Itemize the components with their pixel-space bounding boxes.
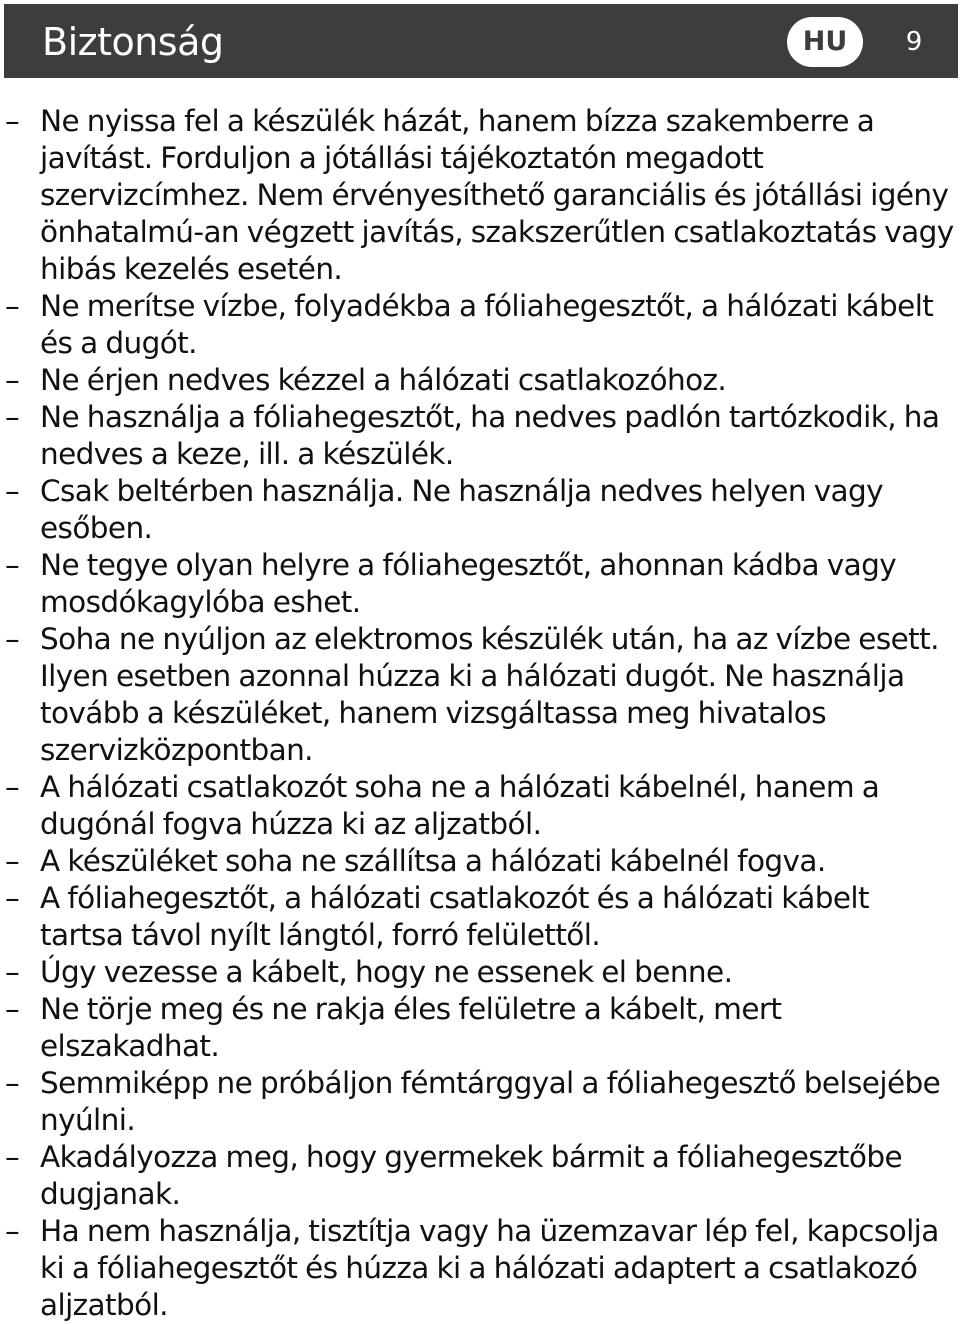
list-dash: –	[5, 992, 20, 1026]
list-item-text: Ne nyissa fel a készülék házát, hanem bízza szakemberre a javítást. Forduljon a jótállási tájékoztatón megadott szervizcímhez. Nem érvényesíthető garanciális és jótállási igény önhatalmú-an végzett javítás, szakszerűtlen csatlakoztatás vagy hibás kezelés esetén.	[40, 104, 954, 286]
list-item-text: Ne tegye olyan helyre a fóliahegesztőt, ahonnan kádba vagy mosdókagylóba eshet.	[40, 548, 897, 619]
list-item	[0, 1139, 960, 1213]
list-dash: –	[5, 622, 20, 656]
list-item-text: Akadályozza meg, hogy gyermekek bármit a fóliahegesztőbe dugjanak.	[40, 1140, 903, 1211]
list-item-text: Csak beltérben használja. Ne használja nedves helyen vagy esőben.	[40, 474, 884, 545]
page-number: 9	[905, 27, 923, 57]
list-item	[0, 1213, 960, 1324]
list-dash: –	[5, 400, 20, 434]
list-item	[0, 1065, 960, 1139]
list-item-text: Ne használja a fóliahegesztőt, ha nedves padlón tartózkodik, ha nedves a keze, ill. a készülék.	[40, 400, 940, 471]
list-item	[0, 954, 960, 991]
list-dash: –	[5, 1140, 20, 1174]
list-dash: –	[5, 955, 20, 989]
page-title: Biztonság	[42, 20, 224, 64]
list-item	[0, 843, 960, 880]
list-item-text: Ne törje meg és ne rakja éles felületre a kábelt, mert elszakadhat.	[40, 992, 782, 1063]
list-dash: –	[5, 363, 20, 397]
list-dash: –	[5, 548, 20, 582]
list-dash: –	[5, 474, 20, 508]
list-item-text: Ne merítse vízbe, folyadékba a fóliahegesztőt, a hálózati kábelt és a dugót.	[40, 289, 934, 360]
list-item-text: Soha ne nyúljon az elektromos készülék után, ha az vízbe esett. Ilyen esetben azonnal húzza ki a hálózati dugót. Ne használja tovább a készüléket, hanem vizsgáltassa meg hivatalos szervizközpontban.	[40, 622, 939, 767]
list-item-text: Ne érjen nedves kézzel a hálózati csatlakozóhoz.	[40, 363, 727, 397]
list-item	[0, 399, 960, 473]
list-item-text: Semmiképp ne próbáljon fémtárggyal a fóliahegesztő belsejébe nyúlni.	[40, 1066, 941, 1137]
list-item	[0, 769, 960, 843]
list-dash: –	[5, 881, 20, 915]
list-item-text: Ha nem használja, tisztítja vagy ha üzemzavar lép fel, kapcsolja ki a fóliahegesztőt és húzza ki a hálózati adaptert a csatlakozó aljzatból.	[40, 1214, 939, 1322]
list-dash: –	[5, 770, 20, 804]
list-dash: –	[5, 289, 20, 323]
list-dash: –	[5, 844, 20, 878]
list-item	[0, 362, 960, 399]
list-dash: –	[5, 1066, 20, 1100]
list-dash: –	[5, 1214, 20, 1248]
list-item-text: A készüléket soha ne szállítsa a hálózati kábelnél fogva.	[40, 844, 826, 878]
list-item	[0, 621, 960, 769]
list-item	[0, 991, 960, 1065]
list-item	[0, 880, 960, 954]
list-item	[0, 547, 960, 621]
list-item	[0, 103, 960, 288]
list-item	[0, 473, 960, 547]
page-header	[4, 4, 958, 78]
list-item-text: Úgy vezesse a kábelt, hogy ne essenek el benne.	[40, 955, 733, 989]
language-badge: HU	[787, 17, 863, 67]
list-item-text: A fóliahegesztőt, a hálózati csatlakozót és a hálózati kábelt tartsa távol nyílt lángtól, forró felülettől.	[40, 881, 869, 952]
list-dash: –	[5, 104, 20, 138]
list-item	[0, 288, 960, 362]
list-item-text: A hálózati csatlakozót soha ne a hálózati kábelnél, hanem a dugónál fogva húzza ki az aljzatból.	[40, 770, 880, 841]
safety-instructions-list	[0, 103, 960, 1324]
